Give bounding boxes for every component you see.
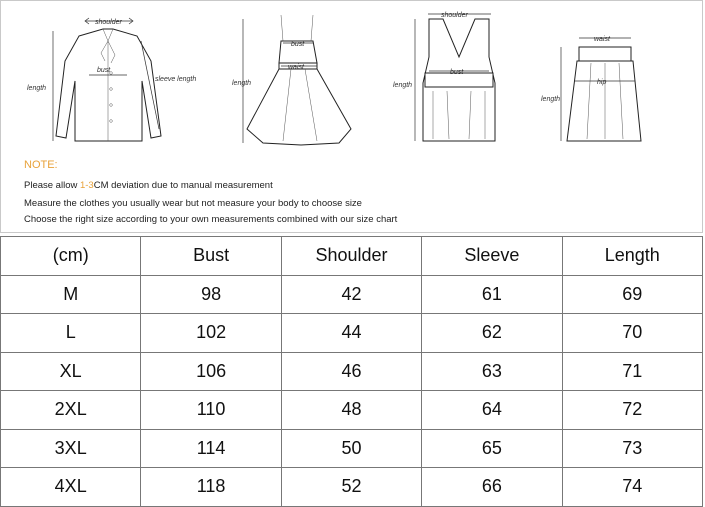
measurement-guide (0, 0, 703, 233)
length-cell: 70 (562, 314, 702, 353)
skirt-length-label: length (541, 96, 561, 103)
tank-shoulder-label: shoulder (441, 12, 468, 19)
bust-cell: 102 (141, 314, 281, 353)
garment-illustrations (1, 1, 704, 161)
tank-illustration (393, 12, 495, 141)
dress-bust-label: bust (291, 41, 305, 48)
sleeve-cell: 65 (422, 429, 562, 468)
bust-cell: 106 (141, 352, 281, 391)
bust-cell: 110 (141, 391, 281, 430)
table-row (1, 468, 703, 507)
sleeve-cell: 64 (422, 391, 562, 430)
length-cell: 72 (562, 391, 702, 430)
shirt-bust-label: bust (97, 67, 111, 74)
sleeve-cell: 63 (422, 352, 562, 391)
table-row (1, 275, 703, 314)
shoulder-cell: 52 (281, 468, 421, 507)
note-line-2: Measure the clothes you usually wear but not measure your body to choose size (24, 198, 362, 209)
skirt-waist-label: waist (594, 36, 610, 43)
note-title: NOTE: (24, 159, 58, 171)
note-highlight: 1-3 (79, 180, 94, 191)
size-cell: 4XL (1, 468, 141, 507)
size-cell: M (1, 275, 141, 314)
sleeve-cell: 61 (422, 275, 562, 314)
dress-length-label: length (232, 80, 252, 87)
skirt-illustration (541, 36, 641, 141)
shoulder-cell: 50 (281, 429, 421, 468)
note-line-1-text: Please allow (24, 180, 80, 191)
note-line-1 (24, 180, 273, 191)
header-shoulder: Shoulder (281, 237, 421, 276)
size-cell: 3XL (1, 429, 141, 468)
header-bust: Bust (141, 237, 281, 276)
bust-cell: 98 (141, 275, 281, 314)
tank-bust-label: bust (450, 69, 464, 76)
note-line-1-suffix: CM deviation due to manual measurement (93, 180, 273, 191)
shirt-sleeve-label: sleeve length (155, 76, 197, 83)
tank-length-label: length (393, 82, 413, 89)
shoulder-cell: 44 (281, 314, 421, 353)
size-cell: XL (1, 352, 141, 391)
shoulder-cell: 42 (281, 275, 421, 314)
header-sleeve: Sleeve (422, 237, 562, 276)
length-cell: 69 (562, 275, 702, 314)
table-header-row (1, 237, 703, 276)
shirt-length-label: length (27, 85, 47, 92)
note-line-3: Choose the right size according to your own measurements combined with our size chart (24, 214, 398, 225)
size-cell: L (1, 314, 141, 353)
header-unit: (cm) (1, 237, 141, 276)
table-row (1, 391, 703, 430)
bust-cell: 114 (141, 429, 281, 468)
bust-cell: 118 (141, 468, 281, 507)
skirt-hip-label: hip (597, 79, 607, 86)
table-row (1, 352, 703, 391)
blouse-illustration (27, 18, 196, 141)
dress-illustration (232, 15, 351, 145)
shoulder-cell: 46 (281, 352, 421, 391)
size-cell: 2XL (1, 391, 141, 430)
dress-waist-label: waist (288, 64, 304, 71)
shirt-shoulder-label: shoulder (95, 19, 122, 26)
sleeve-cell: 62 (422, 314, 562, 353)
sleeve-cell: 66 (422, 468, 562, 507)
table-row (1, 429, 703, 468)
shoulder-cell: 48 (281, 391, 421, 430)
length-cell: 71 (562, 352, 702, 391)
size-chart-table (0, 236, 703, 507)
length-cell: 74 (562, 468, 702, 507)
header-length: Length (562, 237, 702, 276)
length-cell: 73 (562, 429, 702, 468)
table-row (1, 314, 703, 353)
